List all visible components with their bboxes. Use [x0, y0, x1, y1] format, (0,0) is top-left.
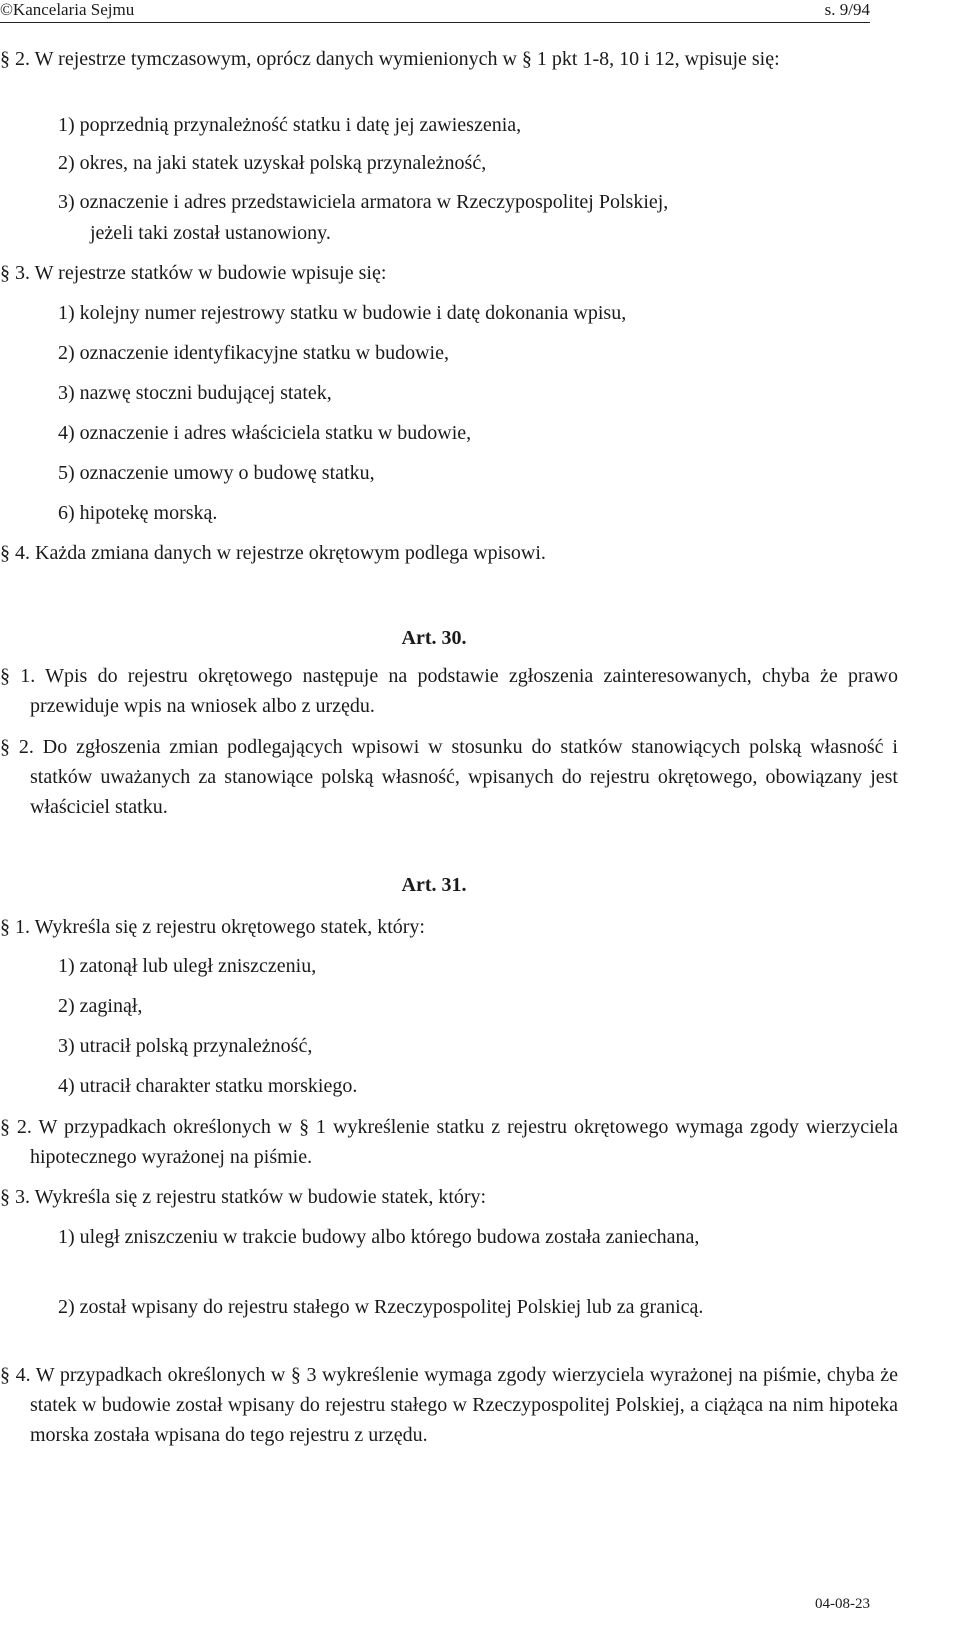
article-31-paragraph-3: § 3. Wykreśla się z rejestru statków w budowie statek, który:	[0, 1186, 487, 1208]
article-31-paragraph-1: § 1. Wykreśla się z rejestru okrętowego statek, który:	[0, 916, 425, 938]
list-item: 3) oznaczenie i adres przedstawiciela armatora w Rzeczypospolitej Polskiej,	[58, 191, 669, 213]
list-item: 1) poprzednią przynależność statku i datę jej zawieszenia,	[58, 114, 522, 136]
list-item: 3) utracił polską przynależność,	[58, 1035, 313, 1057]
article-30-paragraph-2: § 2. Do zgłoszenia zmian podlegających wpisowi w stosunku do statków stanowiących polską własność i statków uważanych za stanowiące polską własność, wpisanych do rejestru okrętowego, obowiązany jest właściciel statku.	[0, 736, 898, 818]
list-item: 2) okres, na jaki statek uzyskał polską przynależność,	[58, 152, 487, 174]
list-item: 1) uległ zniszczeniu w trakcie budowy albo którego budowa została zaniechana,	[58, 1226, 700, 1248]
footer-date: 04-08-23	[815, 1596, 870, 1612]
paragraph-3: § 3. W rejestrze statków w budowie wpisuje się:	[0, 262, 387, 284]
list-item: 1) zatonął lub uległ zniszczeniu,	[58, 955, 317, 977]
list-item: 1) kolejny numer rejestrowy statku w budowie i datę dokonania wpisu,	[58, 302, 627, 324]
header-page-number: s. 9/94	[824, 0, 870, 19]
header-source: ©Kancelaria Sejmu	[0, 0, 135, 19]
list-item: 6) hipotekę morską.	[58, 502, 218, 524]
article-31-title: Art. 31.	[401, 874, 467, 896]
article-31-paragraph-4: § 4. W przypadkach określonych w § 3 wykreślenie wymaga zgody wierzyciela wyrażonej na piśmie, chyba że statek w budowie został wpisany do rejestru stałego w Rzeczypospolitej Polskiej, a ciążąca na nim hipoteka morska została wpisana do tego rejestru z urzędu.	[0, 1364, 898, 1446]
paragraph-4: § 4. Każda zmiana danych w rejestrze okrętowym podlega wpisowi.	[0, 542, 546, 564]
list-item: 4) utracił charakter statku morskiego.	[58, 1075, 358, 1097]
list-item: 2) oznaczenie identyfikacyjne statku w budowie,	[58, 342, 449, 364]
list-item: 5) oznaczenie umowy o budowę statku,	[58, 462, 375, 484]
list-item: 4) oznaczenie i adres właściciela statku w budowie,	[58, 422, 472, 444]
list-item: 2) zaginął,	[58, 995, 143, 1017]
article-31-paragraph-2: § 2. W przypadkach określonych w § 1 wykreślenie statku z rejestru okrętowego wymaga zgody wierzyciela hipotecznego wyrażonej na piśmie.	[0, 1116, 898, 1168]
list-item: 2) został wpisany do rejestru stałego w Rzeczypospolitej Polskiej lub za granicą.	[58, 1296, 704, 1318]
paragraph-2: § 2. W rejestrze tymczasowym, oprócz danych wymienionych w § 1 pkt 1-8, 10 i 12, wpisuje się:	[0, 48, 780, 70]
article-30-paragraph-1: § 1. Wpis do rejestru okrętowego następuje na podstawie zgłoszenia zainteresowanych, chyba że prawo przewiduje wpis na wniosek albo z urzędu.	[0, 665, 898, 717]
article-30-title: Art. 30.	[401, 627, 467, 649]
list-item: 3) nazwę stoczni budującej statek,	[58, 382, 332, 404]
page-header	[0, 0, 870, 23]
list-item-continuation: jeżeli taki został ustanowiony.	[90, 222, 331, 244]
